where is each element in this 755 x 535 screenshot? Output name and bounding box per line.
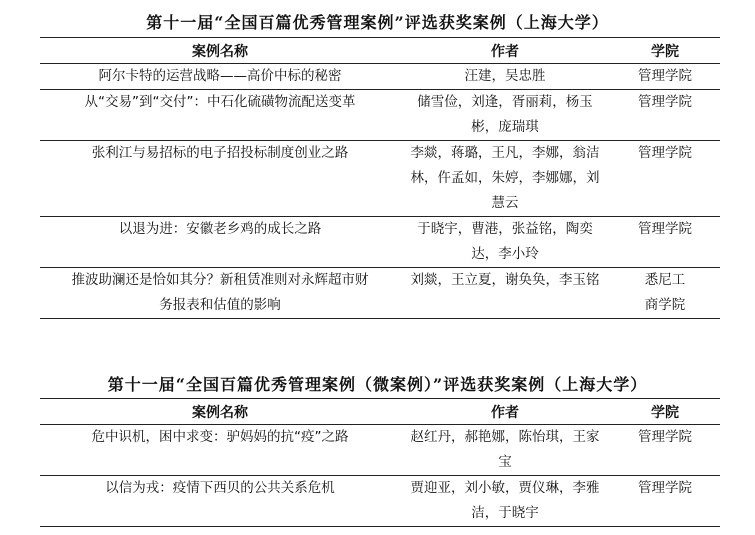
case-name: 危中识机，困中求变：驴妈妈的抗“疫”之路 bbox=[40, 425, 400, 476]
authors: 于晓宇，曹港，张益铭，陶奕达，李小玲 bbox=[400, 217, 610, 268]
table-row bbox=[40, 425, 720, 476]
table-row bbox=[40, 217, 720, 268]
table-row bbox=[40, 64, 720, 90]
header-college: 学院 bbox=[610, 38, 720, 64]
case-name: 从“交易”到“交付”：中石化硫磺物流配送变革 bbox=[40, 90, 400, 141]
header-case-name: 案例名称 bbox=[40, 38, 400, 64]
table-header-row bbox=[40, 38, 720, 64]
header-authors: 作者 bbox=[400, 38, 610, 64]
college: 管理学院 bbox=[610, 141, 720, 217]
authors: 贾迎亚，刘小敏，贾仪琳，李雅洁，于晓宇 bbox=[400, 476, 610, 527]
case-name: 阿尔卡特的运营战略——高价中标的秘密 bbox=[40, 64, 400, 90]
micro-case-awards-table bbox=[40, 398, 720, 527]
authors: 刘燚，王立夏，谢奂奂，李玉铭 bbox=[400, 268, 610, 319]
college: 悉尼工商学院 bbox=[610, 268, 720, 319]
table-header-row bbox=[40, 399, 720, 425]
header-case-name: 案例名称 bbox=[40, 399, 400, 425]
awards-table bbox=[40, 37, 720, 319]
case-name: 推波助澜还是恰如其分？新租赁准则对永辉超市财务报表和估值的影响 bbox=[40, 268, 400, 319]
table-row bbox=[40, 476, 720, 527]
table-row bbox=[40, 141, 720, 217]
table2-title: 第十一届“全国百篇优秀管理案例（微案例）”评选获奖案例（上海大学） bbox=[107, 375, 648, 394]
college: 管理学院 bbox=[610, 476, 720, 527]
case-name: 以信为戎：疫情下西贝的公共关系危机 bbox=[40, 476, 400, 527]
college: 管理学院 bbox=[610, 425, 720, 476]
college: 管理学院 bbox=[610, 64, 720, 90]
case-name: 以退为进：安徽老乡鸡的成长之路 bbox=[40, 217, 400, 268]
college: 管理学院 bbox=[610, 90, 720, 141]
authors: 储雪俭，刘逢，胥丽莉，杨玉彬，庞瑞琪 bbox=[400, 90, 610, 141]
authors: 汪建，吴忠胜 bbox=[400, 64, 610, 90]
table1-title: 第十一届“全国百篇优秀管理案例”评选获奖案例（上海大学） bbox=[146, 13, 609, 32]
authors: 李燚，蒋璐，王凡，李娜，翁洁林，仵孟如，朱婷，李娜娜，刘慧云 bbox=[400, 141, 610, 217]
table-row bbox=[40, 90, 720, 141]
table-row bbox=[40, 268, 720, 319]
case-name: 张利江与易招标的电子招投标制度创业之路 bbox=[40, 141, 400, 217]
header-college: 学院 bbox=[610, 399, 720, 425]
authors: 赵红丹，郝艳娜，陈怡琪，王家宝 bbox=[400, 425, 610, 476]
college: 管理学院 bbox=[610, 217, 720, 268]
header-authors: 作者 bbox=[400, 399, 610, 425]
